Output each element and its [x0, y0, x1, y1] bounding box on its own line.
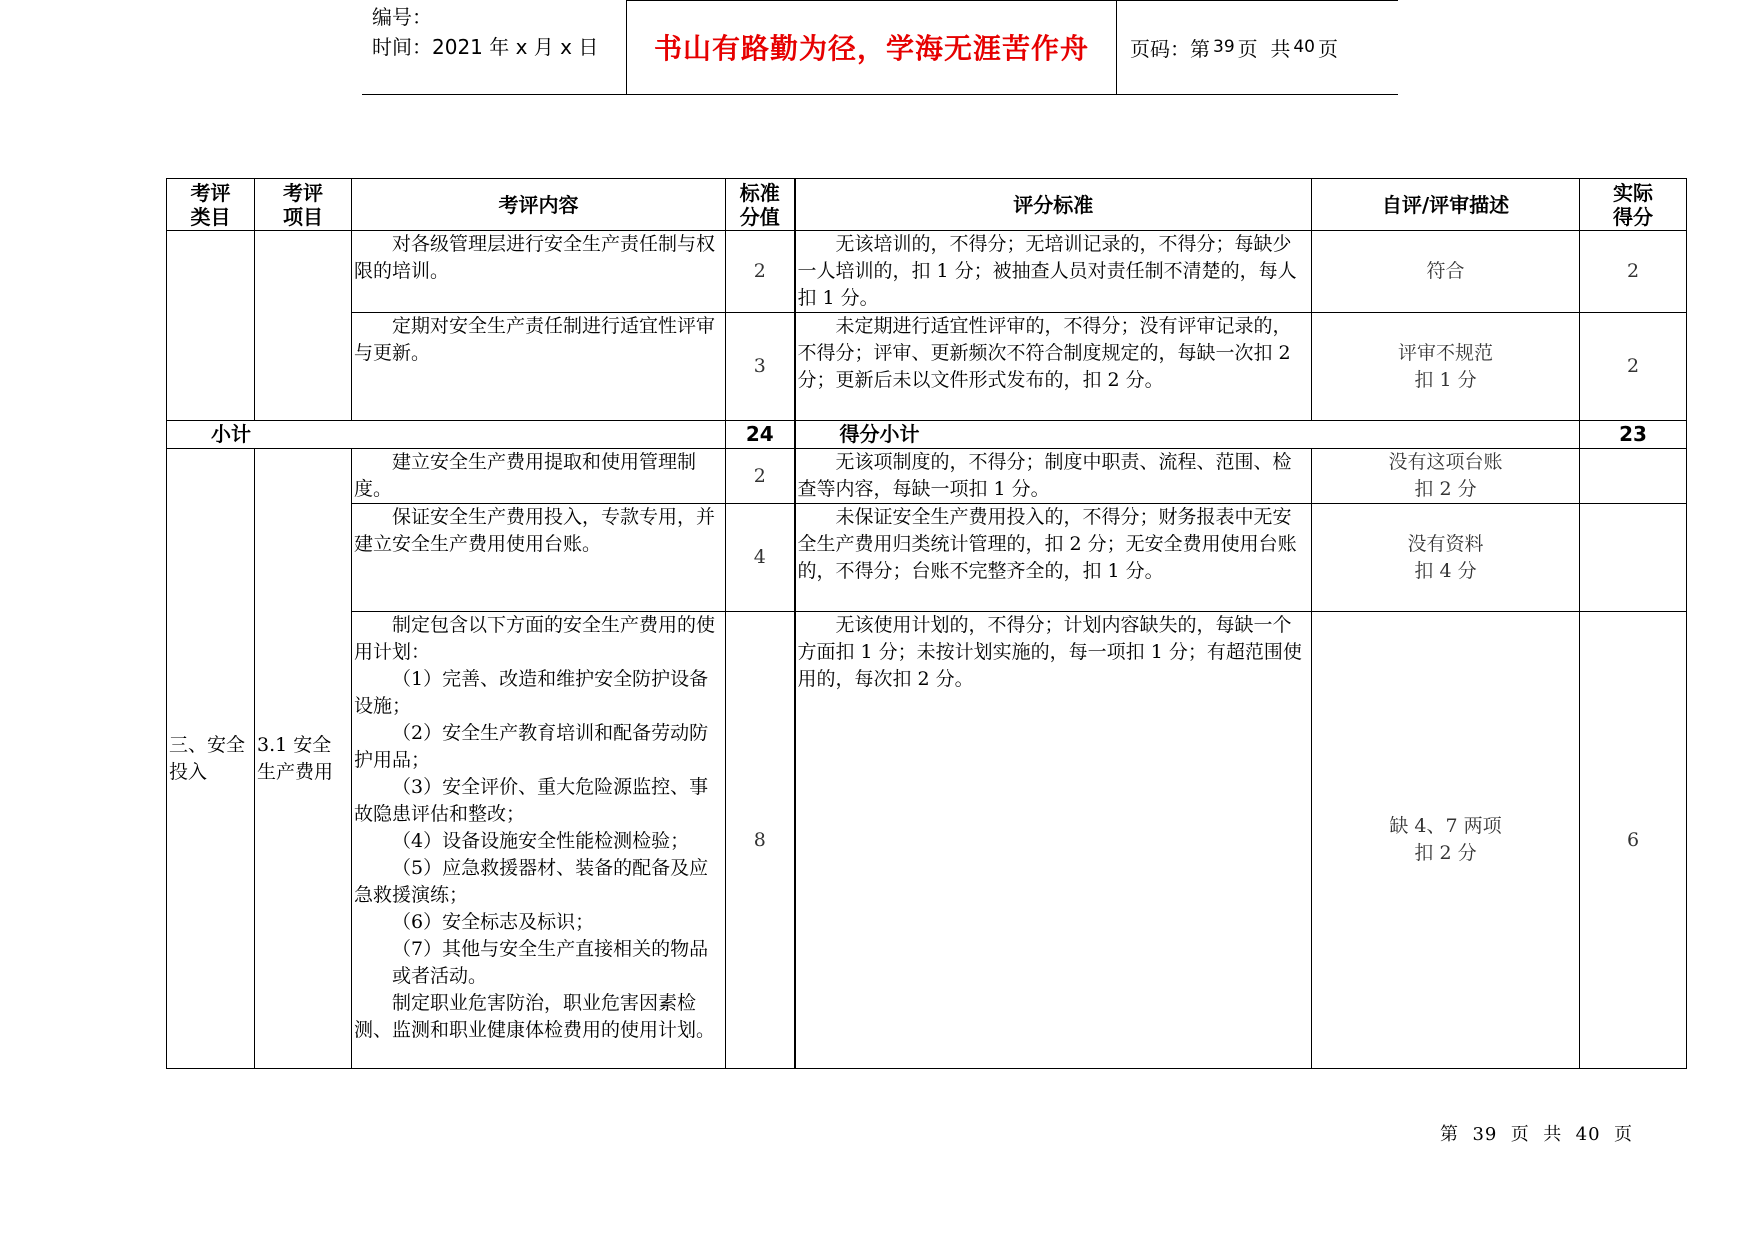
content-cell: 建立安全生产费用提取和使用管理制度。 [352, 449, 726, 504]
content-item: （5）应急救援器材、装备的配备及应急救援演练； [354, 857, 709, 906]
standard-score-cell: 3 [726, 313, 795, 421]
content-item: （1）完善、改造和维护安全防护设备设施； [354, 668, 709, 717]
actual-score-cell [1580, 449, 1687, 504]
description-cell: 没有这项台账 扣 2 分 [1312, 449, 1580, 504]
standard-score-cell: 8 [726, 612, 795, 1069]
criteria-cell: 未保证安全生产费用投入的，不得分；财务报表中无安全生产费用归类统计管理的，扣 2 分；无安全费用使用台账的，不得分；台账不完整齐全的，扣 1 分。 [795, 504, 1312, 612]
subtotal-label: 小计 [167, 421, 726, 449]
header-meta [372, 2, 622, 94]
col-header-description: 自评/评审描述 [1312, 179, 1580, 231]
criteria-cell: 无该培训的，不得分；无培训记录的，不得分；每缺少一人培训的，扣 1 分；被抽查人员对责任制不清楚的，每人扣 1 分。 [795, 231, 1312, 313]
criteria-cell: 无该使用计划的，不得分；计划内容缺失的，每缺一个方面扣 1 分；未按计划实施的，每一项扣 1 分；有超范围使用的，每次扣 2 分。 [795, 612, 1312, 1069]
actual-score-cell [1580, 504, 1687, 612]
actual-score-cell: 2 [1580, 231, 1687, 313]
page-total: 40 [1293, 37, 1315, 57]
table-row [167, 313, 1687, 421]
content-item: （3）安全评价、重大危险源监控、事故隐患评估和整改； [354, 776, 709, 825]
description-cell: 评审不规范 扣 1 分 [1312, 313, 1580, 421]
content-cell: 对各级管理层进行安全生产责任制与权限的培训。 [352, 231, 726, 313]
header-divider [1116, 0, 1117, 94]
header-page-info [1130, 0, 1338, 94]
page-current: 39 [1213, 37, 1235, 57]
table-row [167, 231, 1687, 313]
table-row [167, 612, 1687, 1069]
subtotal-score: 24 [726, 421, 795, 449]
content-cell: 保证安全生产费用投入，专款专用，并建立安全生产费用使用台账。 [352, 504, 726, 612]
description-cell: 没有资料 扣 4 分 [1312, 504, 1580, 612]
content-cell: 定期对安全生产责任制进行适宜性评审与更新。 [352, 313, 726, 421]
page-end: 页 [1318, 36, 1338, 61]
col-header-criteria: 评分标准 [795, 179, 1312, 231]
table-header-row [167, 179, 1687, 231]
col-header-item: 考评 项目 [255, 179, 352, 231]
criteria-cell: 无该项制度的，不得分；制度中职责、流程、范围、检查等内容，每缺一项扣 1 分。 [795, 449, 1312, 504]
standard-score-cell: 4 [726, 504, 795, 612]
page-mid: 页 共 [1237, 36, 1291, 61]
table-row [167, 449, 1687, 504]
page-footer: 第 39 页 共 40 页 [1440, 1124, 1634, 1145]
content-item: （6）安全标志及标识； [392, 911, 595, 933]
standard-score-cell: 2 [726, 231, 795, 313]
content-item: （7）其他与安全生产直接相关的物品或者活动。 [392, 938, 709, 987]
col-header-actual-score: 实际 得分 [1580, 179, 1687, 231]
description-cell: 缺 4、7 两项 扣 2 分 [1312, 612, 1580, 1069]
actual-score-cell: 2 [1580, 313, 1687, 421]
page-header [362, 0, 1398, 95]
content-intro: 制定包含以下方面的安全生产费用的使用计划： [354, 614, 716, 663]
assessment-table [166, 178, 1687, 1069]
subtotal-row [167, 421, 1687, 449]
criteria-cell: 未定期进行适宜性评审的，不得分；没有评审记录的，不得分；评审、更新频次不符合制度规定的，每缺一次扣 2 分；更新后未以文件形式发布的，扣 2 分。 [795, 313, 1312, 421]
document-number-label: 编号： [372, 5, 432, 29]
standard-score-cell: 2 [726, 449, 795, 504]
document-date: 时间：2021 年 x 月 x 日 [372, 35, 599, 59]
col-header-content: 考评内容 [352, 179, 726, 231]
item-cell: 3.1 安全生产费用 [255, 449, 352, 1069]
col-header-category: 考评 类目 [167, 179, 255, 231]
page-label: 页码：第 [1130, 36, 1210, 61]
content-cell [352, 612, 726, 1069]
subtotal-score-label: 得分小计 [795, 421, 1580, 449]
subtotal-actual: 23 [1580, 421, 1687, 449]
content-item: （2）安全生产教育培训和配备劳动防护用品； [354, 722, 709, 771]
category-cell: 三、安全投入 [167, 449, 255, 1069]
header-motto: 书山有路勤为径，学海无涯苦作舟 [653, 32, 1089, 65]
category-cell [167, 231, 255, 421]
content-outro: 制定职业危害防治，职业危害因素检测、监测和职业健康体检费用的使用计划。 [354, 992, 716, 1041]
item-cell [255, 231, 352, 421]
table-row [167, 504, 1687, 612]
description-cell: 符合 [1312, 231, 1580, 313]
col-header-standard-score: 标准 分值 [726, 179, 795, 231]
content-item: （4）设备设施安全性能检测检验； [392, 830, 690, 852]
actual-score-cell: 6 [1580, 612, 1687, 1069]
